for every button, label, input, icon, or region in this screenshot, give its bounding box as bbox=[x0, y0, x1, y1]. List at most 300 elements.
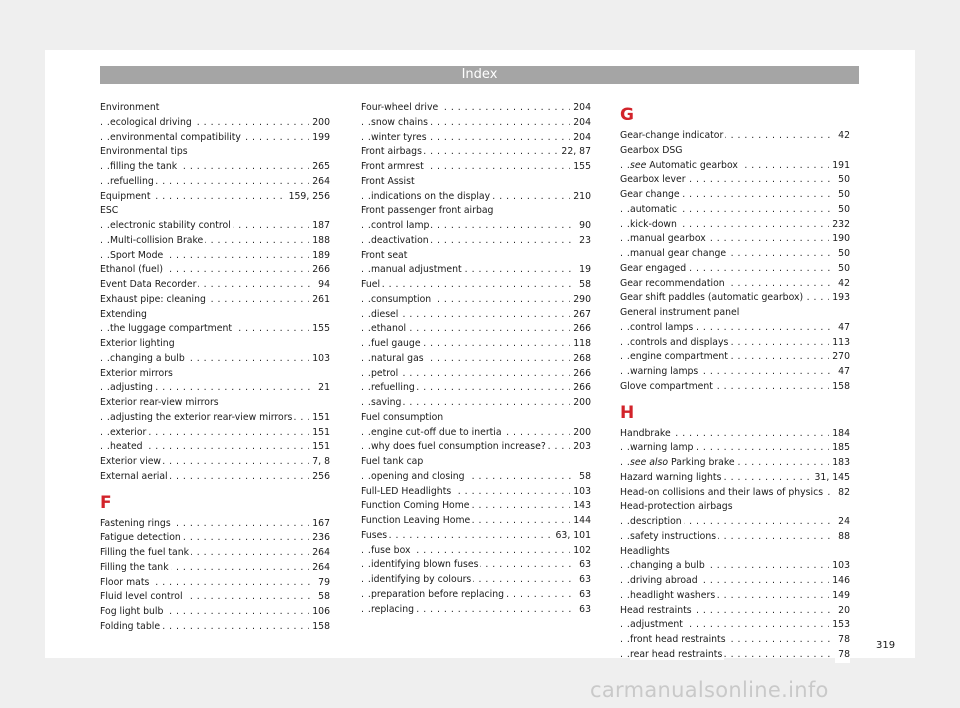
entry-text: consumption bbox=[371, 293, 432, 305]
page-reference: 167 bbox=[309, 517, 330, 532]
index-entry bbox=[100, 293, 330, 308]
index-entry bbox=[620, 380, 850, 395]
entry-text: Fuses bbox=[361, 529, 388, 541]
index-subentry bbox=[620, 648, 850, 663]
page-reference: 50 bbox=[835, 203, 850, 218]
index-column-3 bbox=[620, 101, 850, 663]
index-subentry bbox=[361, 558, 591, 573]
cross-reference-label: see bbox=[630, 159, 647, 171]
index-subentry bbox=[361, 131, 591, 146]
index-subentry bbox=[620, 350, 850, 365]
entry-text: warning lamps bbox=[630, 366, 699, 377]
index-entry bbox=[361, 249, 591, 264]
page-reference: 63, 101 bbox=[553, 529, 592, 544]
entry-text: adjusting the exterior rear-view mirrors bbox=[110, 411, 293, 423]
index-subentry bbox=[361, 337, 591, 352]
index-entry bbox=[620, 471, 850, 486]
entry-text: External aerial bbox=[100, 470, 168, 482]
index-entry bbox=[620, 306, 850, 321]
index-subentry bbox=[620, 441, 850, 456]
page-reference: 267 bbox=[570, 308, 591, 323]
page-reference: 63 bbox=[576, 558, 591, 573]
entry-text: Head-protection airbags bbox=[620, 501, 733, 513]
entry-text: Environmental tips bbox=[100, 146, 188, 158]
entry-text: rear head restraints bbox=[630, 648, 723, 660]
page-reference: 103 bbox=[829, 559, 850, 574]
index-entry bbox=[100, 546, 330, 561]
entry-text: Exterior rear-view mirrors bbox=[100, 397, 219, 408]
index-subentry bbox=[361, 470, 591, 485]
index-entry bbox=[620, 500, 850, 515]
index-subentry bbox=[620, 589, 850, 604]
page-reference: 102 bbox=[570, 544, 591, 559]
index-entry bbox=[620, 277, 850, 292]
index-subentry bbox=[361, 603, 591, 618]
index-subentry bbox=[620, 247, 850, 262]
entry-text: Handbrake bbox=[620, 427, 671, 439]
entry-text: engine compartment bbox=[630, 351, 728, 363]
page-reference: 88 bbox=[835, 530, 850, 545]
index-entry bbox=[100, 396, 330, 411]
page-reference: 63 bbox=[576, 573, 591, 588]
entry-text: indications on the display bbox=[371, 190, 491, 202]
entry-text: refuelling bbox=[371, 382, 415, 394]
page-reference: 266 bbox=[570, 381, 591, 396]
page-reference: 155 bbox=[309, 322, 330, 337]
index-subentry bbox=[620, 456, 850, 471]
index-subentry bbox=[361, 367, 591, 382]
entry-text: Gear change bbox=[620, 189, 680, 200]
page-reference: 151 bbox=[309, 426, 330, 441]
page-reference: 200 bbox=[570, 396, 591, 411]
index-entry bbox=[620, 262, 850, 277]
page-reference: 268 bbox=[570, 352, 591, 367]
entry-text: Gear shift paddles (automatic gearbox) bbox=[620, 292, 804, 304]
entry-text: opening and closing bbox=[371, 470, 465, 482]
page-reference: 264 bbox=[309, 175, 330, 190]
entry-text: driving abroad bbox=[630, 575, 698, 586]
page-reference: 266 bbox=[570, 322, 591, 337]
entry-text: exterior bbox=[110, 426, 147, 438]
index-entry bbox=[100, 204, 330, 219]
page-reference: 31, 145 bbox=[812, 471, 851, 486]
index-entry bbox=[100, 561, 330, 576]
index-entry bbox=[620, 188, 850, 203]
page-reference: 184 bbox=[829, 427, 850, 442]
page-reference: 189 bbox=[309, 249, 330, 264]
entry-text: kick-down bbox=[630, 218, 677, 230]
page-reference: 204 bbox=[570, 116, 591, 131]
entry-text: filling the tank bbox=[110, 161, 178, 172]
entry-text bbox=[630, 457, 737, 468]
page-reference: 58 bbox=[576, 470, 591, 485]
index-entry bbox=[361, 529, 591, 544]
entry-text: why does fuel consumption increase? bbox=[371, 441, 546, 453]
page-reference: 200 bbox=[570, 426, 591, 441]
page-reference: 204 bbox=[570, 131, 591, 146]
page-reference: 193 bbox=[829, 291, 850, 306]
index-entry bbox=[361, 485, 591, 500]
index-subentry bbox=[620, 218, 850, 233]
entry-text: Gear recommendation bbox=[620, 277, 725, 289]
page-reference: 50 bbox=[835, 262, 850, 277]
page-reference: 78 bbox=[835, 633, 850, 648]
page-reference: 151 bbox=[309, 440, 330, 455]
entry-text: Front Assist bbox=[361, 175, 415, 187]
page-reference: 158 bbox=[829, 380, 850, 395]
page-reference: 21 bbox=[315, 381, 330, 396]
entry-text: control lamp bbox=[371, 220, 430, 231]
index-subentry bbox=[620, 574, 850, 589]
page-reference: 153 bbox=[829, 618, 850, 633]
page-reference: 266 bbox=[570, 367, 591, 382]
index-subentry bbox=[361, 116, 591, 131]
entry-text: Front passenger front airbag bbox=[361, 205, 494, 217]
page-reference: 113 bbox=[829, 336, 850, 351]
page-reference: 47 bbox=[835, 365, 850, 380]
index-subentry bbox=[100, 131, 330, 146]
index-subentry bbox=[100, 411, 330, 426]
index-subentry bbox=[620, 618, 850, 633]
page-reference: 204 bbox=[570, 101, 591, 116]
section-header: Index bbox=[100, 66, 859, 84]
index-subentry bbox=[100, 440, 330, 455]
page-reference: 264 bbox=[309, 561, 330, 576]
index-entry bbox=[100, 263, 330, 278]
section-letter: F bbox=[100, 492, 112, 513]
entry-text: Ethanol (fuel) bbox=[100, 264, 163, 276]
entry-text: controls and displays bbox=[630, 336, 729, 348]
page-reference: 151 bbox=[309, 411, 330, 426]
index-subentry bbox=[620, 203, 850, 218]
page-reference: 47 bbox=[835, 321, 850, 336]
page-reference: 232 bbox=[829, 218, 850, 233]
page-reference: 50 bbox=[835, 188, 850, 203]
index-subentry bbox=[100, 352, 330, 367]
entry-text: Multi-collision Brake bbox=[110, 234, 204, 246]
entry-text: Gearbox DSG bbox=[620, 144, 683, 156]
page-reference: 190 bbox=[829, 232, 850, 247]
entry-text: fuse box bbox=[371, 544, 411, 556]
cross-reference-label: see also bbox=[630, 457, 669, 468]
entry-text: description bbox=[630, 516, 682, 527]
page-reference: 63 bbox=[576, 603, 591, 618]
entry-text: automatic bbox=[630, 203, 678, 215]
entry-text: Event Data Recorder bbox=[100, 279, 197, 290]
entry-text: Exhaust pipe: cleaning bbox=[100, 293, 206, 305]
page-reference: 82 bbox=[835, 486, 850, 501]
entry-text: ethanol bbox=[371, 323, 407, 335]
index-subentry bbox=[361, 544, 591, 559]
page-reference: 266 bbox=[309, 263, 330, 278]
index-entry bbox=[620, 129, 850, 144]
entry-text: Function Coming Home bbox=[361, 500, 470, 512]
page-reference: 155 bbox=[570, 160, 591, 175]
index-entry bbox=[100, 620, 330, 635]
index-subentry bbox=[100, 175, 330, 190]
page-reference: 264 bbox=[309, 546, 330, 561]
index-entry bbox=[100, 337, 330, 352]
index-entry bbox=[100, 145, 330, 160]
index-entry bbox=[361, 101, 591, 116]
index-entry bbox=[620, 486, 850, 501]
page-number: 319 bbox=[876, 640, 896, 651]
page-reference: 188 bbox=[309, 234, 330, 249]
index-entry bbox=[620, 144, 850, 159]
entry-text: headlight washers bbox=[630, 589, 716, 601]
entry-text: changing a bulb bbox=[110, 352, 185, 364]
index-entry bbox=[100, 470, 330, 485]
entry-text: safety instructions bbox=[630, 530, 717, 542]
entry-text: Exterior mirrors bbox=[100, 367, 173, 379]
index-entry bbox=[361, 411, 591, 426]
entry-text: fuel gauge bbox=[371, 338, 421, 349]
index-subentry bbox=[100, 219, 330, 234]
page-reference: 42 bbox=[835, 277, 850, 292]
entry-text: Gearbox lever bbox=[620, 174, 686, 186]
entry-text: Floor mats bbox=[100, 576, 150, 588]
page-reference: 79 bbox=[315, 576, 330, 591]
index-entry bbox=[100, 576, 330, 591]
index-subentry bbox=[620, 159, 850, 174]
index-entry bbox=[100, 367, 330, 382]
entry-text: Fatigue detection bbox=[100, 532, 181, 544]
page-reference: 203 bbox=[570, 440, 591, 455]
entry-text: identifying by colours bbox=[371, 574, 472, 585]
index-subentry bbox=[100, 426, 330, 441]
page-reference: 146 bbox=[829, 574, 850, 589]
page-reference: 118 bbox=[570, 337, 591, 352]
entry-label: Automatic gearbox bbox=[649, 159, 738, 171]
page-reference: 58 bbox=[315, 590, 330, 605]
index-subentry bbox=[100, 160, 330, 175]
entry-text: Head restraints bbox=[620, 604, 692, 616]
index-subentry bbox=[620, 559, 850, 574]
page-reference: 103 bbox=[309, 352, 330, 367]
entry-text: Full-LED Headlights bbox=[361, 485, 452, 497]
index-subentry bbox=[100, 116, 330, 131]
page-reference: 103 bbox=[570, 485, 591, 500]
entry-text: Filling the tank bbox=[100, 561, 169, 573]
entry-text: deactivation bbox=[371, 234, 429, 246]
entry-text: Fuel consumption bbox=[361, 411, 444, 423]
entry-text: Headlights bbox=[620, 545, 670, 557]
page-reference: 106 bbox=[309, 605, 330, 620]
entry-text: natural gas bbox=[371, 352, 424, 364]
page-reference: 78 bbox=[835, 648, 850, 663]
index-entry bbox=[620, 291, 850, 306]
entry-text: Extending bbox=[100, 308, 147, 320]
entry-text: front head restraints bbox=[630, 634, 726, 645]
entry-text: Fuel tank cap bbox=[361, 456, 424, 467]
index-subentry bbox=[100, 381, 330, 396]
page-reference: 158 bbox=[309, 620, 330, 635]
entry-text: saving bbox=[371, 397, 402, 408]
index-subentry bbox=[361, 322, 591, 337]
page-reference: 261 bbox=[309, 293, 330, 308]
index-column-1 bbox=[100, 101, 330, 635]
index-subentry bbox=[620, 321, 850, 336]
page-reference: 58 bbox=[576, 278, 591, 293]
entry-text: identifying blown fuses bbox=[371, 559, 479, 571]
section-letter: G bbox=[620, 105, 634, 125]
entry-text: Function Leaving Home bbox=[361, 515, 471, 526]
entry-text: refuelling bbox=[110, 175, 154, 187]
index-subentry bbox=[620, 515, 850, 530]
index-entry bbox=[361, 514, 591, 529]
entry-text: Folding table bbox=[100, 620, 161, 632]
page-reference: 24 bbox=[835, 515, 850, 530]
index-subentry bbox=[361, 381, 591, 396]
entry-text: snow chains bbox=[371, 116, 429, 128]
entry-text: heated bbox=[110, 441, 143, 453]
entry-text: Gear-change indicator bbox=[620, 130, 724, 141]
index-entry bbox=[620, 604, 850, 619]
index-subentry bbox=[361, 234, 591, 249]
entry-text: Four-wheel drive bbox=[361, 102, 439, 113]
index-subentry bbox=[100, 322, 330, 337]
page-reference: 270 bbox=[829, 350, 850, 365]
page-reference: 290 bbox=[570, 293, 591, 308]
page-reference: 199 bbox=[309, 131, 330, 146]
entry-text: adjusting bbox=[110, 382, 153, 394]
index-entry bbox=[620, 427, 850, 442]
page-reference: 210 bbox=[570, 190, 591, 205]
entry-text: diesel bbox=[371, 308, 399, 320]
index-subentry bbox=[361, 426, 591, 441]
entry-text: Hazard warning lights bbox=[620, 471, 722, 483]
page-reference: 90 bbox=[576, 219, 591, 234]
entry-text: petrol bbox=[371, 367, 399, 379]
page-reference: 23 bbox=[576, 234, 591, 249]
page-reference: 149 bbox=[829, 589, 850, 604]
entry-text: Fastening rings bbox=[100, 517, 171, 529]
page-reference: 63 bbox=[576, 588, 591, 603]
entry-text: Exterior lighting bbox=[100, 338, 175, 349]
index-subentry bbox=[361, 293, 591, 308]
entry-text: Fuel bbox=[361, 279, 381, 290]
index-entry bbox=[361, 278, 591, 293]
page-reference: 256 bbox=[309, 470, 330, 485]
index-subentry bbox=[620, 365, 850, 380]
index-entry bbox=[361, 160, 591, 175]
entry-text: General instrument panel bbox=[620, 307, 740, 318]
entry-text: manual gearbox bbox=[630, 233, 706, 245]
index-entry bbox=[100, 517, 330, 532]
entry-text: Exterior view bbox=[100, 456, 162, 467]
entry-text: Front airbags bbox=[361, 146, 422, 158]
index-entry bbox=[361, 455, 591, 470]
page-reference: 185 bbox=[829, 441, 850, 456]
entry-text: ecological driving bbox=[110, 116, 192, 128]
index-entry bbox=[361, 204, 591, 219]
page-reference: 42 bbox=[835, 129, 850, 144]
entry-text: preparation before replacing bbox=[371, 588, 505, 600]
index-entry bbox=[100, 531, 330, 546]
page-reference: 19 bbox=[576, 263, 591, 278]
index-entry bbox=[100, 101, 330, 116]
entry-text: Front armrest bbox=[361, 161, 424, 172]
entry-text bbox=[630, 160, 740, 171]
page-reference: 187 bbox=[309, 219, 330, 234]
entry-text: Equipment bbox=[100, 190, 151, 202]
page-reference: 22, 87 bbox=[558, 145, 591, 160]
entry-label: Parking brake bbox=[671, 457, 735, 468]
entry-text: adjustment bbox=[630, 619, 683, 631]
index-entry bbox=[361, 175, 591, 190]
entry-text: electronic stability control bbox=[110, 220, 231, 231]
page-reference: 183 bbox=[829, 456, 850, 471]
entry-text: manual adjustment bbox=[371, 264, 462, 276]
page-reference: 265 bbox=[309, 160, 330, 175]
entry-text: Fog light bulb bbox=[100, 606, 164, 617]
entry-text: Filling the fuel tank bbox=[100, 547, 190, 558]
index-subentry bbox=[361, 263, 591, 278]
index-entry bbox=[100, 278, 330, 293]
entry-text: manual gear change bbox=[630, 248, 727, 259]
index-entry bbox=[620, 173, 850, 188]
page-reference: 144 bbox=[570, 514, 591, 529]
entry-text: replacing bbox=[371, 603, 415, 615]
index-subentry bbox=[361, 219, 591, 234]
index-entry bbox=[100, 590, 330, 605]
entry-text: Environment bbox=[100, 102, 160, 113]
page-reference: 159, 256 bbox=[286, 190, 330, 205]
page-reference: 191 bbox=[829, 159, 850, 174]
index-entry bbox=[100, 455, 330, 470]
entry-text: changing a bulb bbox=[630, 560, 705, 572]
index-column-2 bbox=[361, 101, 591, 617]
watermark: carmanualsonline.info bbox=[590, 678, 829, 702]
entry-text: the luggage compartment bbox=[110, 323, 232, 335]
index-subentry bbox=[361, 440, 591, 455]
page-reference: 236 bbox=[309, 531, 330, 546]
page-reference: 143 bbox=[570, 499, 591, 514]
index-entry bbox=[361, 499, 591, 514]
entry-text: Front seat bbox=[361, 249, 408, 261]
index-subentry bbox=[361, 190, 591, 205]
entry-text: Fluid level control bbox=[100, 591, 183, 603]
entry-text: Sport Mode bbox=[110, 249, 164, 261]
index-subentry bbox=[361, 573, 591, 588]
page-reference: 50 bbox=[835, 173, 850, 188]
entry-text: Glove compartment bbox=[620, 380, 713, 392]
index-subentry bbox=[361, 588, 591, 603]
index-entry bbox=[100, 190, 330, 205]
entry-text: environmental compatibility bbox=[110, 131, 241, 143]
entry-text: warning lamp bbox=[630, 442, 694, 454]
index-subentry bbox=[361, 308, 591, 323]
page-reference: 20 bbox=[835, 604, 850, 619]
index-entry bbox=[620, 545, 850, 560]
entry-text: control lamps bbox=[630, 321, 694, 333]
page-reference: 94 bbox=[315, 278, 330, 293]
entry-text: winter tyres bbox=[371, 131, 427, 143]
page-reference: 7, 8 bbox=[309, 455, 330, 470]
section-letter: H bbox=[620, 402, 635, 423]
index-subentry bbox=[361, 396, 591, 411]
entry-text: engine cut-off due to inertia bbox=[371, 426, 502, 438]
page-reference: 50 bbox=[835, 247, 850, 262]
entry-text: Gear engaged bbox=[620, 262, 687, 274]
index-subentry bbox=[100, 249, 330, 264]
index-entry bbox=[100, 605, 330, 620]
index-subentry bbox=[620, 633, 850, 648]
index-entry bbox=[100, 308, 330, 323]
index-subentry bbox=[620, 232, 850, 247]
index-entry bbox=[361, 145, 591, 160]
index-subentry bbox=[100, 234, 330, 249]
